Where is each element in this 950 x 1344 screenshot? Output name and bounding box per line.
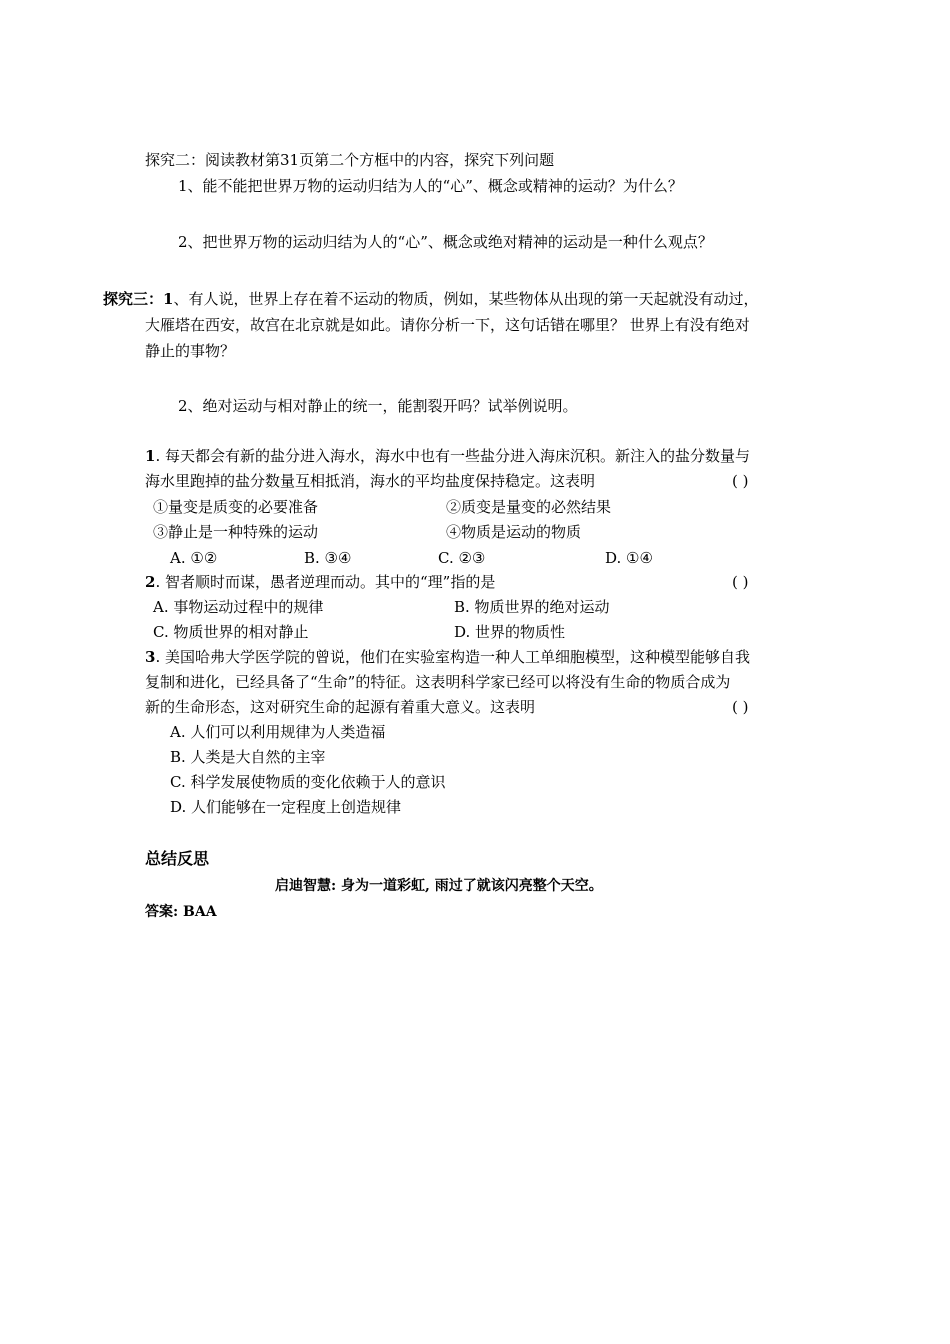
- mcq-3-choice-c: C. 科学发展使物质的变化依赖于人的意识: [170, 773, 446, 791]
- mcq-1-statement-1: ①量变是质变的必要准备: [153, 498, 319, 516]
- mcq-2-choice-c: C. 物质世界的相对静止: [153, 623, 309, 641]
- explore3-label: 探究三：1: [103, 290, 174, 308]
- answer-key: 答案: BAA: [145, 904, 217, 920]
- mcq-1-number: 1: [145, 447, 156, 465]
- mcq-3-choice-a: A. 人们可以利用规律为人类造福: [170, 723, 386, 741]
- mcq-1-statement-3: ③静止是一种特殊的运动: [153, 523, 319, 541]
- mcq-2-choice-d: D. 世界的物质性: [454, 623, 566, 641]
- mcq-3-number: 3: [145, 648, 156, 666]
- mcq-3-line-2: 复制和进化，已经具备了“生命”的特征。这表明科学家已经可以将没有生命的物质合成为: [145, 673, 731, 691]
- inspiration-motto: 启迪智慧: 身为一道彩虹, 雨过了就该闪亮整个天空。: [275, 878, 603, 894]
- explore2-intro: 探究二：阅读教材第31页第二个方框中的内容，探究下列问题: [145, 151, 555, 169]
- explore3-question-1-line-1: 探究三：1、有人说，世界上存在着不运动的物质，例如，某些物体从出现的第一天起就没有动过，: [103, 290, 759, 308]
- explore2-question-1: 1、能不能把世界万物的运动归结为人的“心”、概念或精神的运动？为什么？: [178, 177, 683, 195]
- mcq-3-line-3: 新的生命形态，这对研究生命的起源有着重大意义。这表明: [145, 698, 536, 716]
- mcq-1-choice-b: B. ③④: [304, 549, 352, 567]
- mcq-1-statement-2: ②质变是量变的必然结果: [446, 498, 612, 516]
- mcq-3-answer-blank: ( ): [732, 698, 749, 716]
- mcq-2-choice-a: A. 事物运动过程中的规律: [153, 598, 324, 616]
- explore3-question-1-line-3: 静止的事物？: [145, 342, 236, 360]
- mcq-1-statement-4: ④物质是运动的物质: [446, 523, 582, 541]
- mcq-2-line-1: 2. 智者顺时而谋，愚者逆理而动。其中的“理”指的是: [145, 573, 496, 591]
- summary-heading: 总结反思: [145, 849, 210, 868]
- mcq-1-choice-c: C. ②③: [438, 549, 486, 567]
- mcq-3-choice-d: D. 人们能够在一定程度上创造规律: [170, 798, 402, 816]
- mcq-1-line-1: 1. 每天都会有新的盐分进入海水，海水中也有一些盐分进入海床沉积。新注入的盐分数量与: [145, 447, 750, 465]
- mcq-3-line-1: 3. 美国哈弗大学医学院的曾说，他们在实验室构造一种人工单细胞模型，这种模型能够自我: [145, 648, 750, 666]
- explore3-question-2: 2、绝对运动与相对静止的统一，能割裂开吗？试举例说明。: [178, 397, 578, 415]
- mcq-2-answer-blank: ( ): [732, 573, 749, 591]
- mcq-1-choice-a: A. ①②: [170, 549, 218, 567]
- explore3-question-1-line-2: 大雁塔在西安，故宫在北京就是如此。请你分析一下，这句话错在哪里？ 世界上有没有绝对: [145, 316, 750, 334]
- explore2-question-2: 2、把世界万物的运动归结为人的“心”、概念或绝对精神的运动是一种什么观点？: [178, 233, 713, 251]
- mcq-2-choice-b: B. 物质世界的绝对运动: [454, 598, 610, 616]
- mcq-1-choice-d: D. ①④: [605, 549, 653, 567]
- mcq-1-answer-blank: ( ): [732, 472, 749, 490]
- mcq-2-number: 2: [145, 573, 156, 591]
- mcq-1-line-2: 海水里跑掉的盐分数量互相抵消，海水的平均盐度保持稳定。这表明: [145, 472, 596, 490]
- mcq-3-choice-b: B. 人类是大自然的主宰: [170, 748, 326, 766]
